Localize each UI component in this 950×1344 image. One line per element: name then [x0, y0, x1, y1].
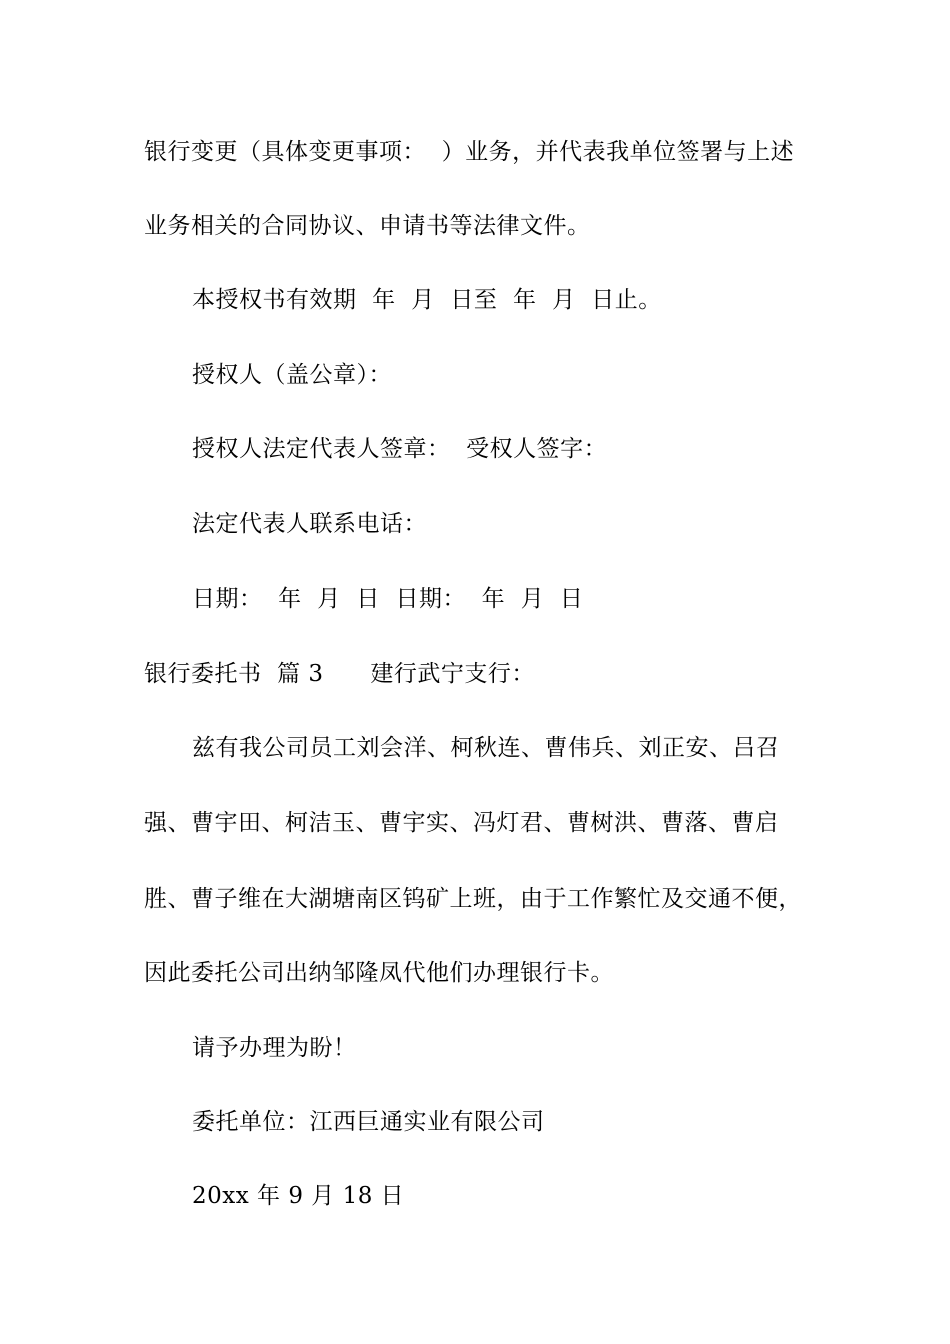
signature-line: 授权人法定代表人签章： 受权人签字： — [192, 436, 608, 462]
document-date: 20xx 年 9 月 18 日 — [192, 1183, 405, 1209]
date-line: 日期： 年 月 日 日期： 年 月 日 — [192, 586, 584, 612]
entrusting-unit-line: 委托单位：江西巨通实业有限公司 — [192, 1109, 545, 1135]
validity-period-line: 本授权书有效期 年 月 日至 年 月 日止。 — [192, 287, 662, 313]
paragraph-line: 因此委托公司出纳邹隆凤代他们办理银行卡。 — [144, 960, 614, 986]
grantor-seal-line: 授权人（盖公章）： — [192, 362, 392, 388]
request-line: 请予办理为盼！ — [192, 1035, 357, 1061]
paragraph-line: 银行变更（具体变更事项： ）业务，并代表我单位签署与上述 — [144, 139, 795, 165]
paragraph-line: 胜、曹子维在大湖塘南区钨矿上班，由于工作繁忙及交通不便， — [144, 886, 802, 912]
section-heading: 银行委托书 篇 3 建行武宁支行： — [144, 661, 535, 687]
phone-line: 法定代表人联系电话： — [192, 511, 427, 537]
paragraph-line: 兹有我公司员工刘会洋、柯秋连、曹伟兵、刘正安、吕召 — [192, 735, 780, 761]
paragraph-line: 强、曹宇田、柯洁玉、曹宇实、冯灯君、曹树洪、曹落、曹启 — [144, 810, 779, 836]
paragraph-line: 业务相关的合同协议、申请书等法律文件。 — [144, 213, 591, 239]
